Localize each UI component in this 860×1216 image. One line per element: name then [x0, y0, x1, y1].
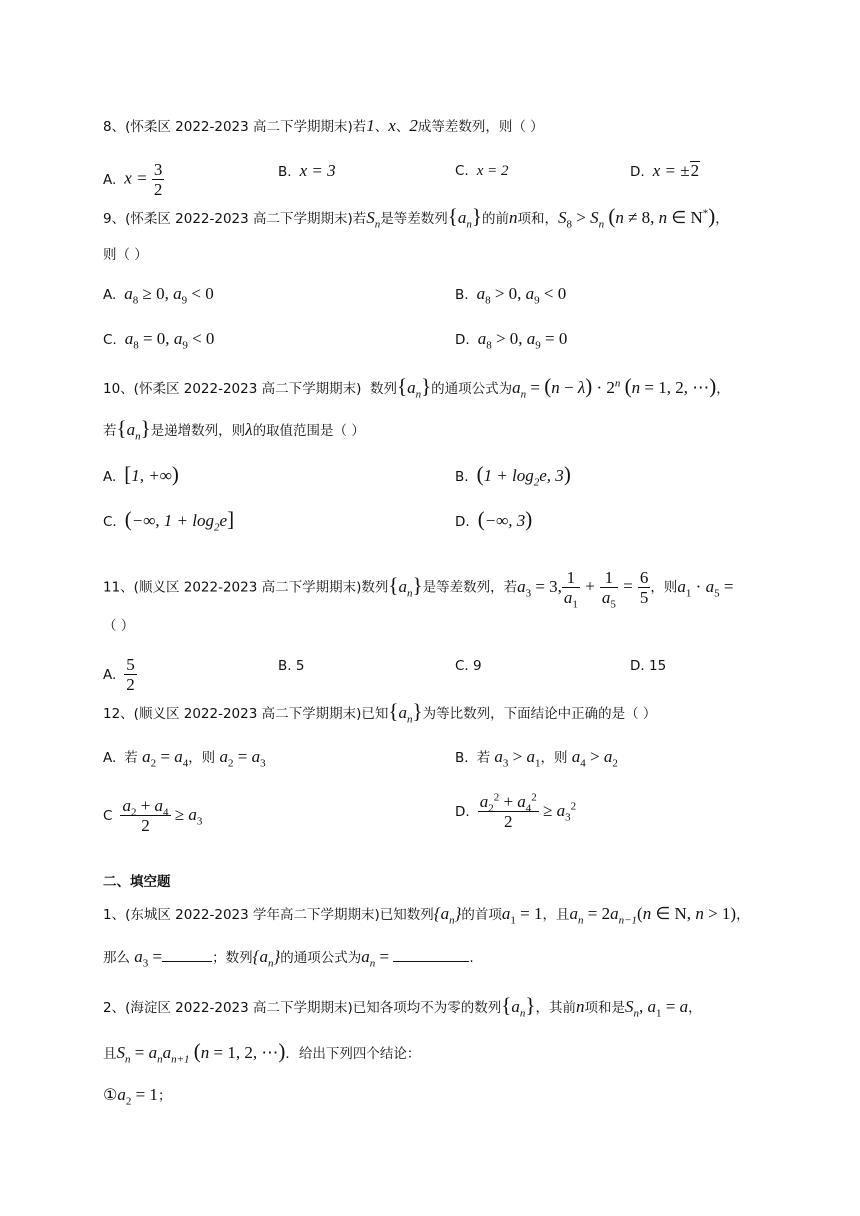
question-11-stem-line2: （ ）: [103, 618, 135, 634]
question-8-option-a[interactable]: A. x = $\frac{3}{2}$: [103, 160, 163, 199]
question-source: 9、(怀柔区 2022-2023 高二下学期期末): [103, 211, 353, 227]
fill-1-stem: 1、(东城区 2022-2023 学年高二下学期期末)已知数列$\{a_n\}$的首项$a_1 = 1$，且$a_n = 2a_{n-1}(n$ ∈ N, n > 1)，: [103, 904, 750, 927]
question-9-stem-line2: 则（ ）: [103, 247, 148, 263]
question-8-option-b[interactable]: B. x = 3: [278, 161, 336, 180]
question-12-option-a[interactable]: A. 若 $a_2 = a_4$，则 $a_2 = a_3$: [103, 747, 266, 770]
question-12-stem: 12、(顺义区 2022-2023 高二下学期期末)已知$\{a_n\}$为等比数列，下面结论中正确的是（ ）: [103, 699, 657, 726]
question-10-option-c[interactable]: C. (−∞, $1 + \log_2e$]: [103, 507, 235, 534]
question-11-option-c[interactable]: C. 9: [455, 658, 482, 674]
question-11-option-a[interactable]: A. $\frac{5}{2}$: [103, 655, 135, 694]
answer-blank[interactable]: [393, 946, 469, 962]
question-source: 1、(东城区 2022-2023 学年高二下学期期末): [103, 907, 380, 923]
answer-blank[interactable]: [162, 946, 212, 962]
question-9-stem: 9、(怀柔区 2022-2023 高二下学期期末)若$S_n$是等差数列$\{a_n\}$的前n项和，$S_8 > S_n$ (n ≠ 8, n ∈ N*)，: [103, 204, 729, 231]
fill-2-stem: 2、(海淀区 2022-2023 高二下学期期末)已知各项均不为零的数列$\{a_n\}$，其前n项和是$S_n$, $a_1 = a$，: [103, 993, 702, 1020]
question-12-option-b[interactable]: B. 若 $a_3 > a_1$，则 $a_4 > a_2$: [455, 747, 618, 770]
question-9-option-c[interactable]: C. $a_8 = 0$, $a_9 < 0$: [103, 329, 215, 352]
question-source: 11、(顺义区 2022-2023 高二下学期期末): [103, 579, 362, 596]
question-11-option-b[interactable]: B. 5: [278, 658, 305, 674]
question-source: 8、(怀柔区 2022-2023 高二下学期期末): [103, 119, 353, 135]
question-12-option-c[interactable]: C $\frac{a_2 + a_4}{2}$ ≥ $a_3$: [103, 796, 203, 835]
question-10-option-d[interactable]: D. (−∞, 3): [455, 507, 533, 531]
question-source: 10、(怀柔区 2022-2023 高二下学期期末): [103, 381, 362, 397]
question-11-option-d[interactable]: D. 15: [630, 658, 667, 674]
fill-2-conclusion-1: $①a_2 = 1$；: [103, 1085, 172, 1108]
question-11-stem: 11、(顺义区 2022-2023 高二下学期期末)数列$\{a_n\}$是等差数列，若$a_3 = 3$, $\frac{1}{a_1}$ + $\frac{1}{a_5}$ = $\frac{6}{5}$ ，则$a_1 \cdot a_5$ =: [103, 568, 734, 611]
question-source: 2、(海淀区 2022-2023 高二下学期期末): [103, 1000, 353, 1016]
question-10-stem: 10、(怀柔区 2022-2023 高二下学期期末) 数列$\{a_n\}$的通项公式为$a_n = (n - \lambda) \cdot 2^n$ (n = 1, 2, ⋯)，: [103, 374, 730, 401]
question-9-option-d[interactable]: D. $a_8 > 0$, $a_9 = 0$: [455, 329, 568, 352]
question-10-option-b[interactable]: B. ($1 + \log_2e$, 3): [455, 462, 571, 489]
question-8-option-d[interactable]: D. x = ±2: [630, 161, 700, 180]
question-8-stem: 8、(怀柔区 2022-2023 高二下学期期末)若1、x、2成等差数列，则（ ）: [103, 116, 544, 135]
question-8-option-c[interactable]: C. x = 2: [455, 163, 509, 179]
question-10-option-a[interactable]: A. [1, +∞): [103, 462, 179, 486]
fill-2-stem-line2: 且$S_n = a_na_{n+1}$ (n = 1, 2, ⋯)．给出下列四个结论：: [103, 1039, 421, 1066]
question-9-option-a[interactable]: A. $a_8 \ge 0$, $a_9 < 0$: [103, 284, 214, 307]
question-source: 12、(顺义区 2022-2023 高二下学期期末): [103, 706, 362, 722]
question-10-stem-line2: 若$\{a_n\}$是递增数列，则λ的取值范围是（ ）: [103, 416, 365, 443]
fill-1-stem-line2: 那么 $a_3$ = ；数列$\{a_n\}$的通项公式为$a_n$ = .: [103, 947, 474, 970]
question-12-option-d[interactable]: D. $\frac{a_2^2 + a_4^2}{2}$ ≥ $a_3^2$: [455, 791, 577, 831]
question-9-option-b[interactable]: B. $a_8 > 0$, $a_9 < 0$: [455, 284, 567, 307]
section-title: 二、填空题: [103, 874, 171, 890]
